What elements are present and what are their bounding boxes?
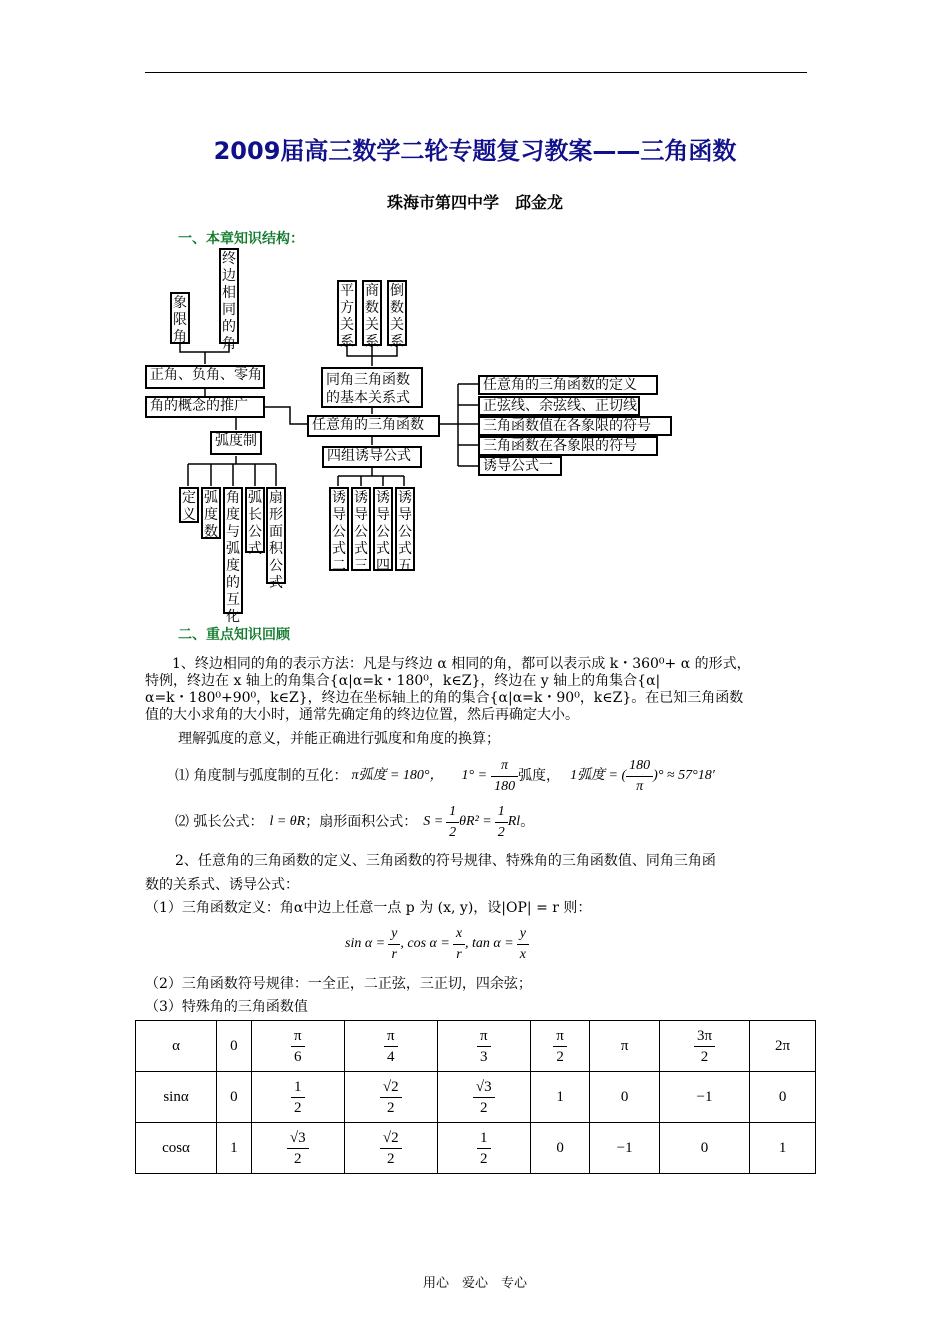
sin-frac: $\frac{y}{r}$ [388, 924, 400, 965]
formula-angle-radian [175, 754, 715, 798]
cell-value: π [620, 1037, 629, 1054]
cell-fraction: $\frac{\pi}{6}$ [291, 1026, 305, 1067]
formula1-frac1: $\frac{\pi}{180}$ [491, 756, 518, 797]
para1-line4: 值的大小求角的大小时，通常先确定角的终边位置，然后再确定大小。 [145, 707, 579, 723]
cell-fraction: $\frac{\pi}{2}$ [553, 1026, 567, 1067]
table-cell [437, 1123, 530, 1174]
formula2-label: ⑵ 弧长公式： [175, 814, 264, 830]
formula1-unit: 弧度， [518, 768, 561, 784]
cell-fraction: $\frac{√2}{2}$ [380, 1128, 402, 1169]
box-trig-lines: 正弦线、余弦线、正切线 [478, 396, 640, 416]
section-heading-1: 一、本章知识结构： [178, 231, 304, 247]
table-cell [750, 1072, 816, 1123]
box-quadrant-angle: 象限角 [170, 292, 190, 344]
table-cell [659, 1072, 749, 1123]
formula1-frac2: $\frac{180}{\pi}$ [626, 756, 653, 797]
formula2-end: 。 [520, 814, 535, 830]
subsection-definition: （1）三角函数定义：角α中边上任意一点 p 为 (x, y)，设|OP| = r 则： [145, 900, 592, 916]
trig-definitions-formula [345, 922, 529, 966]
box-sign-by-quadrant: 三角函数值在各象限的符号 [478, 416, 672, 436]
cell-value: 1 [230, 1139, 238, 1156]
author-line: 珠海市第四中学 邱金龙 [386, 193, 563, 212]
table-cell [590, 1072, 659, 1123]
table-cell [344, 1021, 437, 1072]
box-pos-neg-zero: 正角、负角、零角 [145, 365, 265, 389]
box-definition: 定义 [179, 487, 199, 523]
tan-frac: $\frac{y}{x}$ [517, 924, 529, 965]
cell-value: 1 [556, 1088, 564, 1105]
table-cell [217, 1123, 252, 1174]
table-cell [437, 1072, 530, 1123]
cell-value: 1 [778, 1139, 787, 1156]
formula-arc-sector [175, 800, 534, 844]
row-header-cos: cosα [136, 1123, 217, 1174]
table-cell [251, 1123, 344, 1174]
formula2-frac2: $\frac{1}{2}$ [495, 802, 508, 843]
box-reciprocal-relation: 倒数关系 [387, 280, 407, 346]
cell-value: 0 [778, 1088, 787, 1105]
document-title: 2009届高三数学二轮专题复习教案——三角函数 [213, 137, 737, 165]
para1-line2: 特例，终边在 x 轴上的角集合{α|α=k・180⁰，k∈Z}，终边在 y 轴上的角集合{α| [145, 673, 661, 689]
cell-value: 0 [556, 1139, 564, 1156]
table-cell [530, 1123, 590, 1174]
cell-fraction: $\frac{3\pi}{2}$ [694, 1026, 715, 1067]
para2: 理解弧度的意义，并能正确进行弧度和角度的换算； [178, 731, 500, 747]
para3-line1: 2、任意角的三角函数的定义、三角函数的符号规律、特殊角的三角函数值、同角三角函 [175, 853, 716, 869]
para1-line1: 1、终边相同的角的表示方法：凡是与终边 α 相同的角，都可以表示成 k・360⁰+ α 的形式， [172, 656, 751, 672]
cell-value: 2π [775, 1037, 791, 1054]
cell-fraction: $\frac{√2}{2}$ [380, 1077, 402, 1118]
para3-line2: 数的关系式、诱导公式： [145, 877, 299, 893]
formula2-s: S = [423, 814, 444, 829]
table-row-sin [136, 1072, 816, 1123]
box-terminal-same-angle: 终边相同的角 [219, 248, 239, 344]
page-footer: 用心 爱心 专心 [422, 1276, 527, 1291]
box-induction-2: 诱导公式二 [329, 487, 349, 571]
row-header-alpha: α [136, 1021, 217, 1072]
table-cell [530, 1021, 590, 1072]
table-cell [530, 1072, 590, 1123]
cell-value: −1 [696, 1088, 713, 1105]
cell-value: 0 [230, 1088, 238, 1105]
box-angle-radian-conv: 角度与弧度的互化 [223, 487, 243, 614]
formula1-label: ⑴ 角度制与弧度制的互化： [175, 768, 348, 784]
formula2-arc: l = θR [269, 814, 306, 829]
formula1-one-rad: 1弧度 = ( [570, 768, 627, 783]
cell-fraction: $\frac{√3}{2}$ [287, 1128, 309, 1169]
table-cell [217, 1021, 252, 1072]
box-radian-number: 弧度数 [201, 487, 221, 539]
box-radian-system: 弧度制 [210, 431, 262, 455]
cell-value: 0 [230, 1037, 238, 1054]
subsection-sign-rule: （2）三角函数符号规律：一全正，二正弦，三正切，四余弦； [145, 976, 532, 992]
para1-line3: α=k・180⁰+90⁰，k∈Z}，终边在坐标轴上的角的集合{α|α=k・90⁰，k∈Z}。在已知三角函数 [145, 690, 744, 706]
box-four-induction: 四组诱导公式 [322, 446, 422, 468]
table-row-cos [136, 1123, 816, 1174]
subsection-special-values: （3）特殊角的三角函数值 [145, 999, 308, 1015]
box-induction-1: 诱导公式一 [478, 456, 562, 476]
box-arc-length: 弧长公式 [245, 487, 265, 553]
table-cell [217, 1072, 252, 1123]
formula2-mid: ；扇形面积公式： [305, 814, 418, 830]
table-cell [251, 1021, 344, 1072]
cell-fraction: $\frac{1}{2}$ [477, 1128, 491, 1169]
formula1-one-deg: 1° = [461, 768, 488, 783]
formula2-rl: Rl [507, 814, 521, 829]
box-induction-5: 诱导公式五 [395, 487, 415, 571]
row-header-sin: sinα [136, 1072, 217, 1123]
sin-def: sin α = [345, 936, 386, 951]
box-angle-concept: 角的概念的推广 [145, 396, 265, 418]
cell-value: 0 [700, 1139, 709, 1156]
table-cell [590, 1123, 659, 1174]
cell-fraction: $\frac{\pi}{4}$ [384, 1026, 398, 1067]
tan-def: , tan α = [465, 936, 514, 951]
table-row-alpha [136, 1021, 816, 1072]
formula2-theta: θR² = [459, 814, 492, 829]
table-cell [344, 1123, 437, 1174]
box-trig-any-angle: 任意角的三角函数 [307, 415, 440, 437]
box-induction-4: 诱导公式四 [373, 487, 393, 571]
box-sign-quadrant-2: 三角函数在各象限的符号 [478, 436, 658, 456]
table-cell [344, 1072, 437, 1123]
section-heading-2: 二、重点知识回顾 [178, 627, 290, 643]
cell-value: −1 [616, 1139, 633, 1156]
box-sector-area: 扇形面积公式 [266, 487, 286, 584]
formula1-approx: )° ≈ 57°18′ [653, 768, 715, 783]
formula2-frac1: $\frac{1}{2}$ [446, 802, 459, 843]
box-square-relation: 平方关系 [337, 280, 357, 346]
table-cell [659, 1021, 749, 1072]
table-cell [750, 1021, 816, 1072]
formula1-pi: π弧度 = 180°， [351, 768, 444, 783]
cell-fraction: $\frac{√3}{2}$ [473, 1077, 495, 1118]
cell-value: 0 [620, 1088, 629, 1105]
cos-def: , cos α = [400, 936, 450, 951]
cell-fraction: $\frac{1}{2}$ [291, 1077, 305, 1118]
table-cell [750, 1123, 816, 1174]
table-cell [590, 1021, 659, 1072]
diagram-connectors [0, 0, 950, 640]
box-induction-3: 诱导公式三 [351, 487, 371, 571]
box-quotient-relation: 商数关系 [362, 280, 382, 346]
cell-fraction: $\frac{\pi}{3}$ [477, 1026, 491, 1067]
cos-frac: $\frac{x}{r}$ [453, 924, 465, 965]
table-cell [437, 1021, 530, 1072]
box-basic-relations: 同角三角函数的基本关系式 [321, 367, 423, 408]
table-cell [251, 1072, 344, 1123]
table-cell [659, 1123, 749, 1174]
box-trig-definition: 任意角的三角函数的定义 [478, 375, 658, 395]
special-values-table [135, 1020, 816, 1174]
